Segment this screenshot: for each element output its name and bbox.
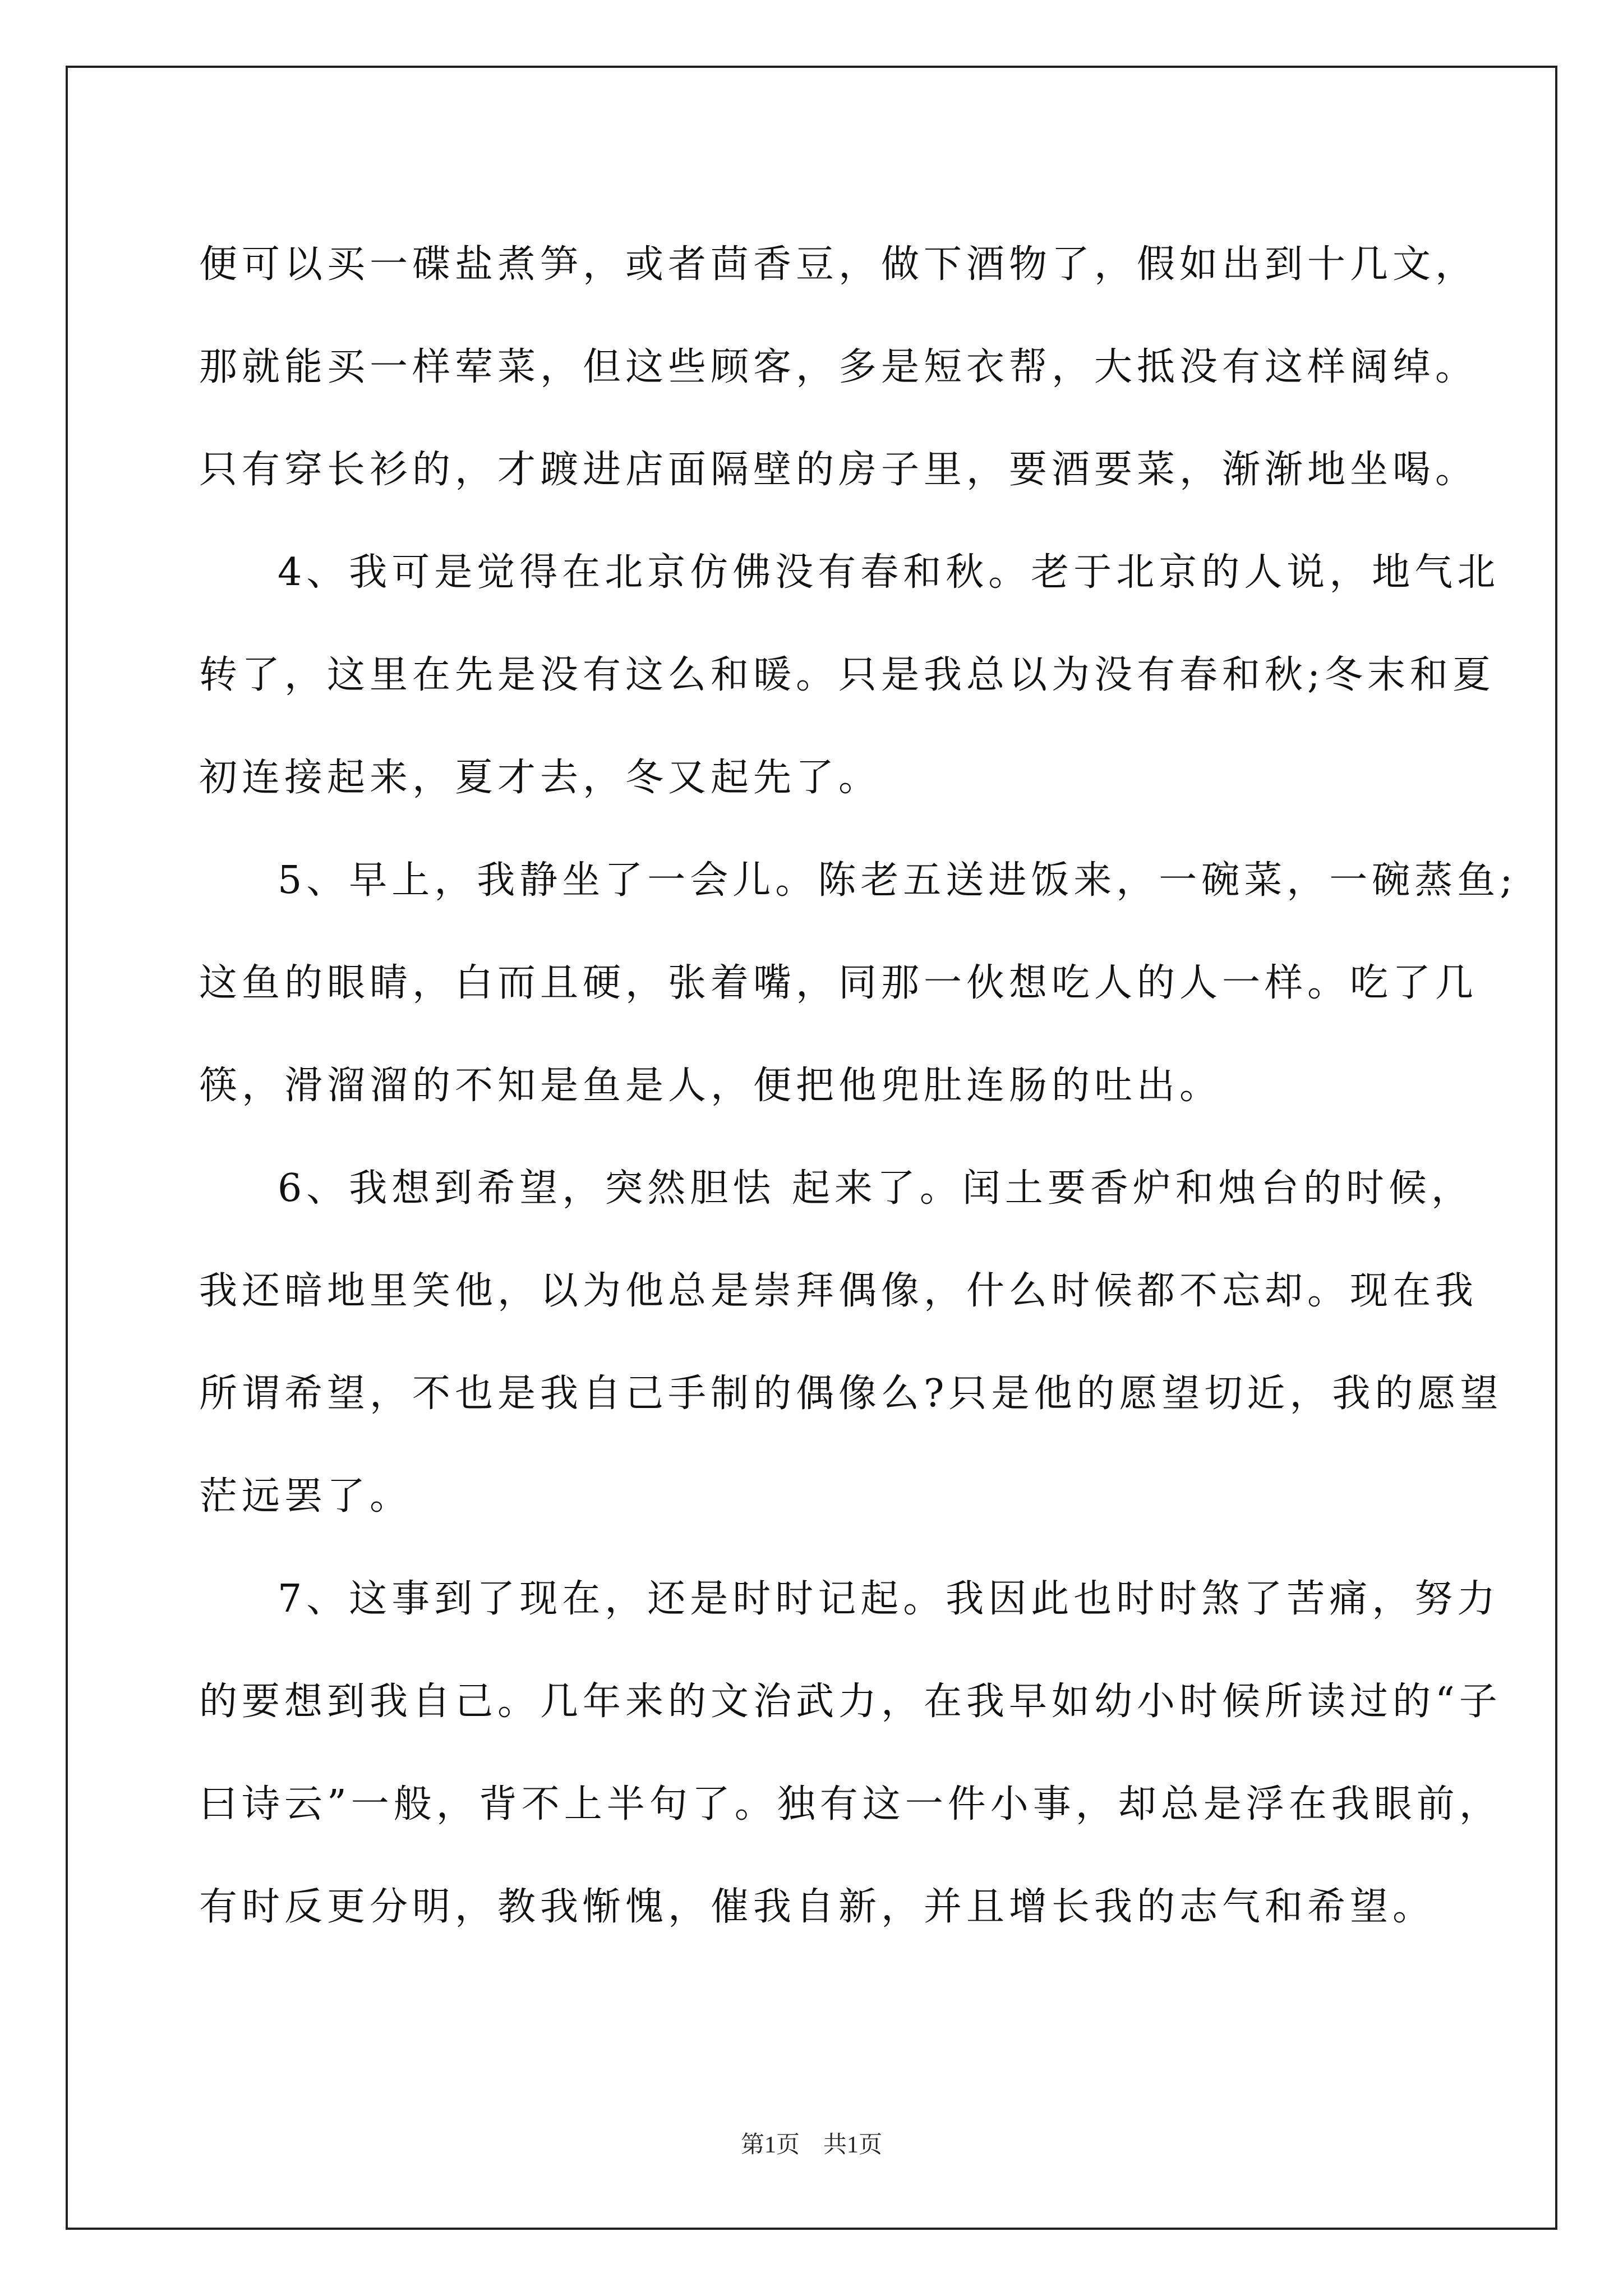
- text-line: 有时反更分明，教我惭愧，催我自新，并且增长我的志气和希望。: [199, 1885, 1436, 1929]
- text-line: 转了，这里在先是没有这么和暖。只是我总以为没有春和秋;冬末和夏: [199, 653, 1495, 697]
- paragraph-4-start: 4、我可是觉得在北京仿佛没有春和秋。老于北京的人说，地气北: [278, 550, 1500, 595]
- text-line: 曰诗云”一般，背不上半句了。独有这一件小事，却总是浮在我眼前，: [199, 1782, 1502, 1826]
- paragraph-7-start: 7、这事到了现在，还是时时记起。我因此也时时煞了苦痛，努力: [278, 1577, 1500, 1621]
- page-number-footer: 第1页 共1页: [740, 2132, 882, 2158]
- text-line: 那就能买一样荤菜，但这些顾客，多是短衣帮，大抵没有这样阔绰。: [199, 345, 1478, 389]
- text-line: 茫远罢了。: [199, 1474, 413, 1519]
- text-line: 筷，滑溜溜的不知是鱼是人，便把他兜肚连肠的吐出。: [199, 1064, 1223, 1108]
- text-line: 初连接起来，夏才去，冬又起先了。: [199, 756, 882, 800]
- text-line: 我还暗地里笑他，以为他总是崇拜偶像，什么时候都不忘却。现在我: [199, 1269, 1478, 1313]
- text-line: 所谓希望，不也是我自己手制的偶像么?只是他的愿望切近，我的愿望: [199, 1372, 1503, 1416]
- document-body: [199, 213, 1518, 1958]
- paragraph-5-start: 5、早上，我静坐了一会儿。陈老五送进饭来，一碗菜，一碗蒸鱼;: [278, 858, 1518, 903]
- paragraph-6-start: 6、我想到希望，突然胆怯 起来了。闰土要香炉和烛台的时候，: [278, 1166, 1474, 1211]
- text-line: 的要想到我自己。几年来的文治武力，在我早如幼小时候所读过的“子: [199, 1680, 1502, 1724]
- text-line: 便可以买一碟盐煮笋，或者茴香豆，做下酒物了，假如出到十几文，: [199, 242, 1478, 287]
- text-line: 这鱼的眼睛，白而且硬，张着嘴，同那一伙想吃人的人一样。吃了几: [199, 961, 1478, 1005]
- text-line: 只有穿长衫的，才踱进店面隔壁的房子里，要酒要菜，渐渐地坐喝。: [199, 448, 1478, 492]
